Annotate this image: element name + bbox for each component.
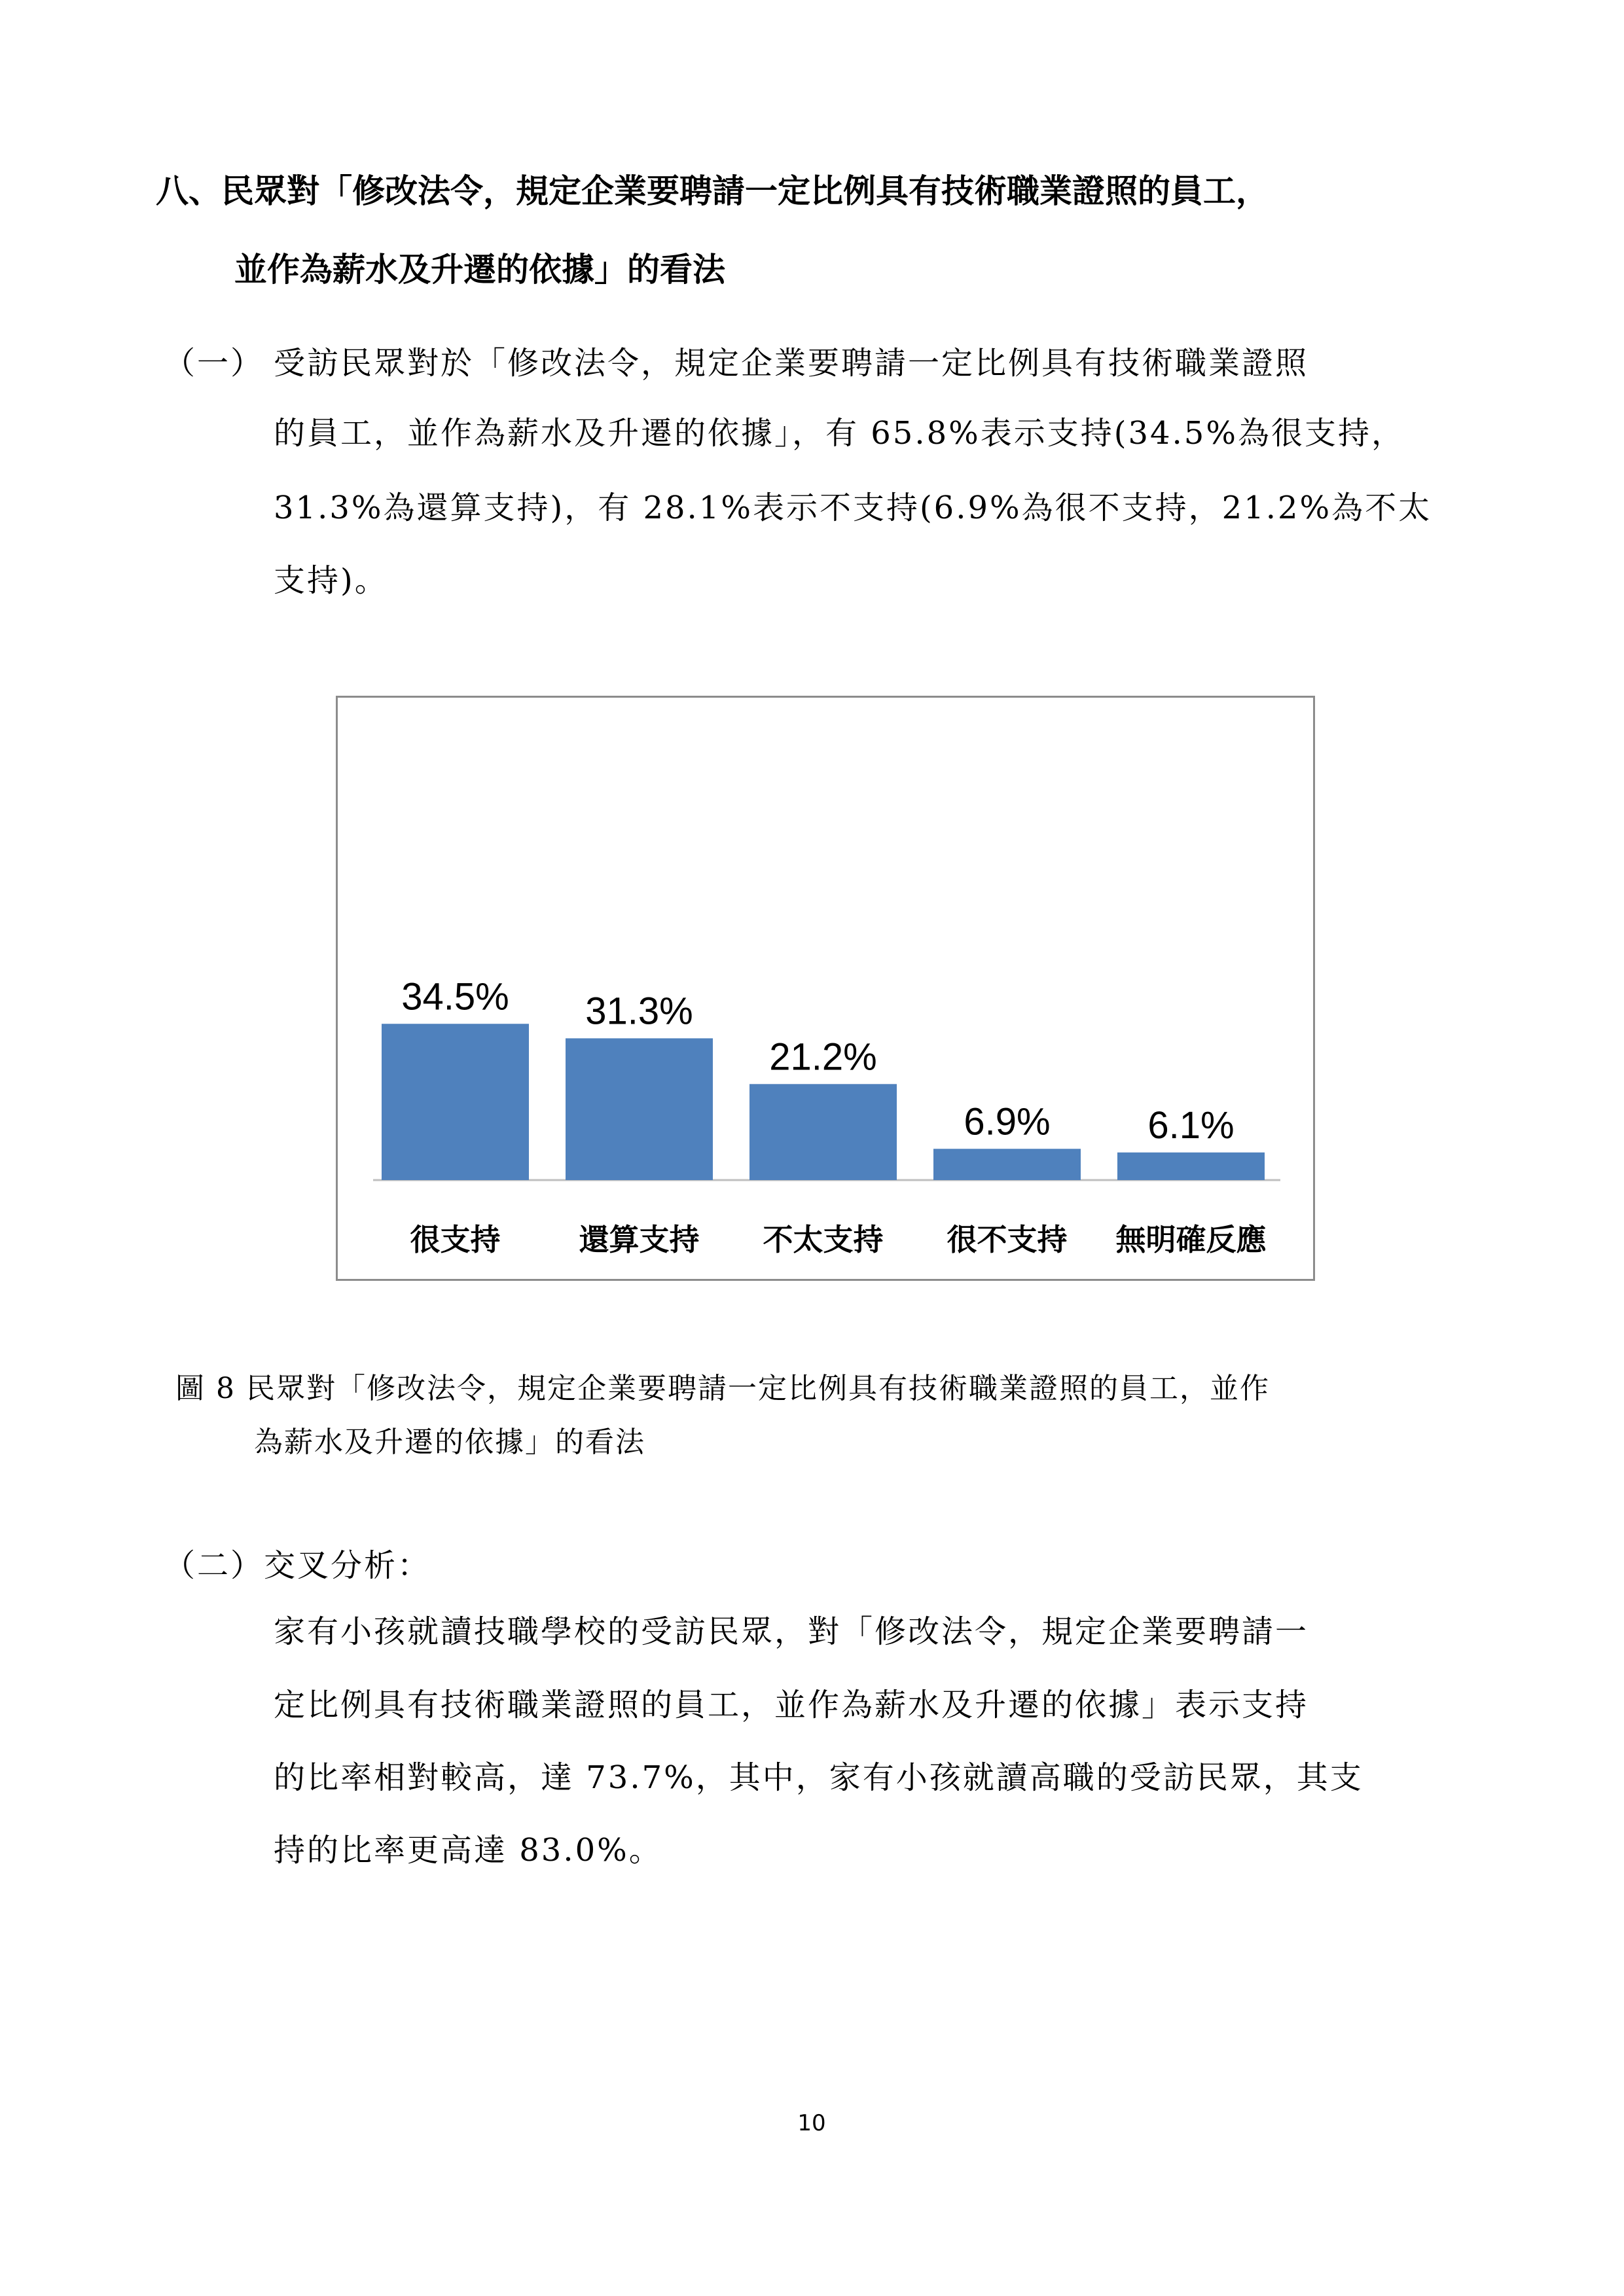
bar-4 (933, 1149, 1081, 1180)
bar-chart (338, 698, 1313, 1279)
subsection2-label: （二）交叉分析： (164, 1547, 431, 1584)
subsection1-label: （一） (164, 345, 264, 382)
bar-3 (749, 1084, 897, 1180)
subsection2-text-line4: 持的比率更高達 83.0%。 (274, 1832, 662, 1869)
page-number: 10 (797, 2110, 826, 2136)
category-label-2: 還算支持 (579, 1222, 700, 1257)
bar-value-label-5: 6.1% (1147, 1103, 1235, 1147)
subsection1-text-line1: 受訪民眾對於「修改法令，規定企業要聘請一定比例具有技術職業證照 (274, 345, 1309, 382)
bar-value-label-1: 34.5% (401, 975, 509, 1018)
bar-value-label-3: 21.2% (769, 1035, 877, 1079)
subsection2-text-line1: 家有小孩就讀技職學校的受訪民眾，對「修改法令，規定企業要聘請一 (274, 1613, 1309, 1650)
figure-caption-line1: 圖 8 民眾對「修改法令，規定企業要聘請一定比例具有技術職業證照的員工，並作 (175, 1372, 1270, 1405)
category-label-3: 不太支持 (763, 1222, 884, 1257)
subsection1-text-line4: 支持)。 (274, 562, 388, 599)
category-label-1: 很支持 (410, 1222, 501, 1257)
bar-1 (382, 1024, 529, 1180)
bar-value-label-2: 31.3% (585, 990, 693, 1033)
category-label-4: 很不支持 (947, 1222, 1068, 1257)
subsection2-text-line3: 的比率相對較高，達 73.7%，其中，家有小孩就讀高職的受訪民眾，其支 (274, 1759, 1363, 1796)
bar-chart-frame (336, 696, 1315, 1281)
figure-caption-line2: 為薪水及升遷的依據」的看法 (254, 1426, 645, 1459)
subsection1-text-line2: 的員工，並作為薪水及升遷的依據」，有 65.8%表示支持(34.5%為很支持， (274, 415, 1405, 452)
section-heading-line2: 並作為薪水及升遷的依據」的看法 (234, 251, 725, 289)
subsection1-text-line3: 31.3%為還算支持)，有 28.1%表示不支持(6.9%為很不支持，21.2%為不太 (274, 490, 1432, 526)
category-label-5: 無明確反應 (1115, 1222, 1267, 1257)
subsection2-text-line2: 定比例具有技術職業證照的員工，並作為薪水及升遷的依據」表示支持 (274, 1687, 1309, 1723)
bar-5 (1117, 1153, 1265, 1180)
section-heading-line1: 八、民眾對「修改法令，規定企業要聘請一定比例具有技術職業證照的員工， (156, 172, 1269, 210)
bar-2 (566, 1038, 713, 1180)
bar-value-label-4: 6.9% (964, 1100, 1051, 1143)
